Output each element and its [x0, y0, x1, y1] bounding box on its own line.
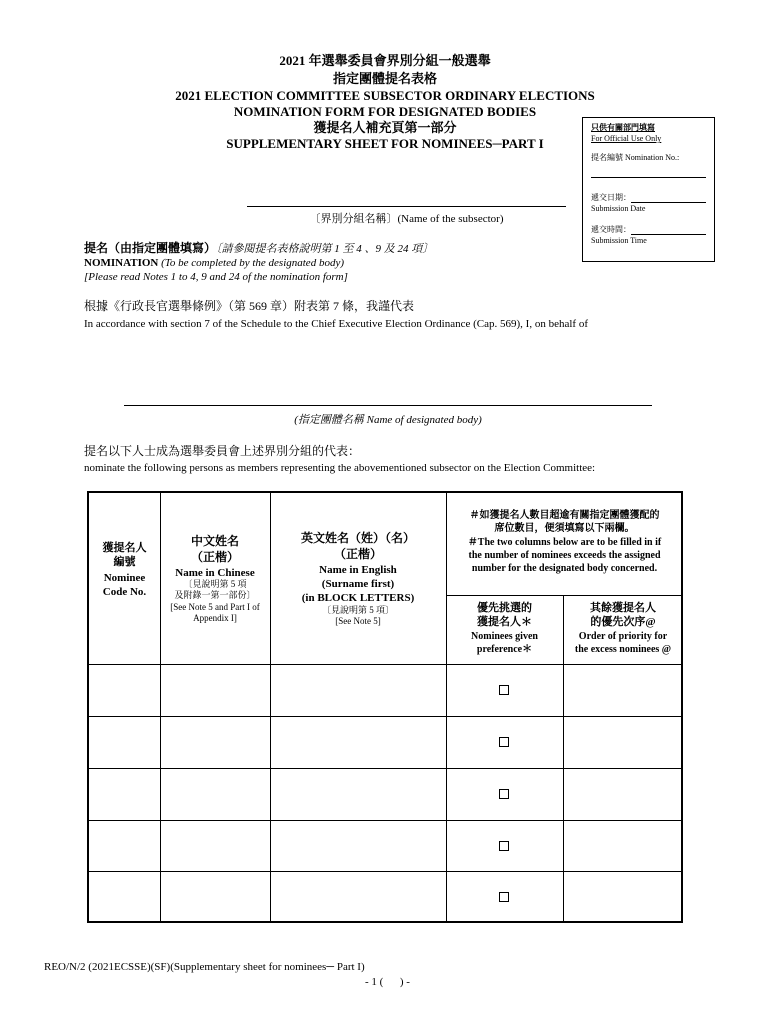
col-chinese-note-en: [See Note 5 and Part I of Appendix I] — [170, 602, 260, 623]
title-zh-line3: 獲提名人補充頁第一部分 — [313, 120, 457, 135]
col-english-note-zh: 〔見說明第 5 項〕 — [321, 605, 394, 615]
table-divider — [89, 716, 681, 717]
submission-time-zh: 遞交時間： — [591, 225, 631, 234]
page-number: - 1 ( ) - — [365, 976, 410, 988]
accordance-zh: 根據《行政長官選舉條例》（第 569 章）附表第 7 條，我謹代表 — [84, 299, 415, 313]
col-english-name-zh: 英文姓名（姓）（名） （正楷） — [300, 531, 415, 561]
nomination-notes-en: [Please read Notes 1 to 4, 9 and 24 of the nomination form] — [84, 271, 348, 283]
preference-checkbox[interactable] — [499, 685, 509, 695]
table-divider — [89, 820, 681, 821]
nomination-title-en: NOMINATION — [84, 257, 159, 269]
col-code-zh: 獲提名人 編號 — [102, 542, 147, 568]
title-en-line2: NOMINATION FORM FOR DESIGNATED BODIES — [233, 104, 537, 119]
accordance-en: In accordance with section 7 of the Schedule to the Chief Executive Election Ordinance (Cap. 569), I, on behalf of — [84, 318, 588, 330]
subsector-caption: 〔界別分組名稱〕(Name of the subsector) — [309, 213, 504, 225]
submission-date-en: Submission Date — [591, 204, 646, 213]
table-divider — [89, 768, 681, 769]
title-zh-line2: 指定團體提名表格 — [332, 71, 437, 86]
group-header-zh: ＃如獲提名人數目超逾有關指定團體獲配的 席位數目，便須填寫以下兩欄。 — [469, 510, 660, 534]
col-priority-en: Order of priority for the excess nominees @ — [574, 631, 672, 655]
col-english-note-en: [See Note 5] — [335, 616, 381, 626]
nomination-title-zh: 提名（由指定團體填寫） — [84, 241, 217, 255]
col-code-en: Nominee Code No. — [102, 572, 147, 598]
nominate-zh: 提名以下人士成為選舉委員會上述界別分組的代表： — [84, 444, 361, 458]
preference-checkbox[interactable] — [499, 737, 509, 747]
col-priority-zh: 其餘獲提名人 的優先次序@ — [590, 602, 656, 628]
official-title-zh: 只供有關部門填寫 — [591, 123, 655, 132]
col-preference-en: Nominees given preference＊ — [471, 631, 538, 655]
official-use-box — [582, 117, 715, 262]
designated-body-caption: (指定團體名稱 Name of designated body) — [294, 414, 482, 426]
title-zh-line1: 2021 年選舉委員會界別分組一般選舉 — [279, 53, 491, 68]
footer-reference: REO/N/2 (2021ECSSE)(SF)(Supplementary sheet for nominees─ Part I) — [44, 961, 365, 973]
preference-checkbox[interactable] — [499, 789, 509, 799]
col-english-name-en: Name in English (Surname first) (in BLOCK LETTERS) — [301, 564, 415, 604]
nomination-notes-zh: 〔請參閱提名表格說明第 1 至 4 、9 及 24 項〕 — [216, 243, 434, 255]
table-divider — [446, 595, 681, 596]
nominee-table — [87, 491, 683, 923]
preference-checkbox[interactable] — [499, 841, 509, 851]
designated-body-line[interactable] — [124, 405, 652, 406]
nomination-no-line[interactable] — [591, 177, 706, 178]
official-title-en: For Official Use Only — [591, 134, 662, 143]
submission-date-zh: 遞交日期： — [591, 193, 631, 202]
col-chinese-name-en: Name in Chinese — [175, 567, 255, 579]
title-en-line1: 2021 ELECTION COMMITTEE SUBSECTOR ORDINARY ELECTIONS — [175, 88, 595, 103]
nominate-en: nominate the following persons as members representing the abovementioned subsector on the Election Committee: — [84, 462, 596, 474]
group-header-en: ＃The two columns below are to be filled in if the number of nominees exceeds the assigned number for the designated body concerned. — [467, 537, 662, 574]
nomination-subtitle-en: (To be completed by the designated body) — [161, 257, 344, 269]
col-preference-zh: 優先挑選的 獲提名人＊ — [477, 602, 532, 628]
submission-time-en: Submission Time — [591, 236, 647, 245]
subsector-name-line[interactable] — [247, 206, 566, 207]
nomination-heading-en — [84, 256, 344, 270]
nomination-heading-zh — [84, 240, 433, 257]
nomination-no-label: 提名編號 Nomination No.: — [591, 153, 680, 162]
table-divider — [89, 871, 681, 872]
title-en-line3: SUPPLEMENTARY SHEET FOR NOMINEES─PART I — [226, 136, 544, 151]
col-chinese-note-zh: 〔見說明第 5 項 及附錄一第一部份〕 — [174, 579, 256, 600]
preference-checkbox[interactable] — [499, 892, 509, 902]
table-divider — [89, 664, 681, 665]
col-chinese-name-zh: 中文姓名 （正楷） — [190, 534, 239, 564]
